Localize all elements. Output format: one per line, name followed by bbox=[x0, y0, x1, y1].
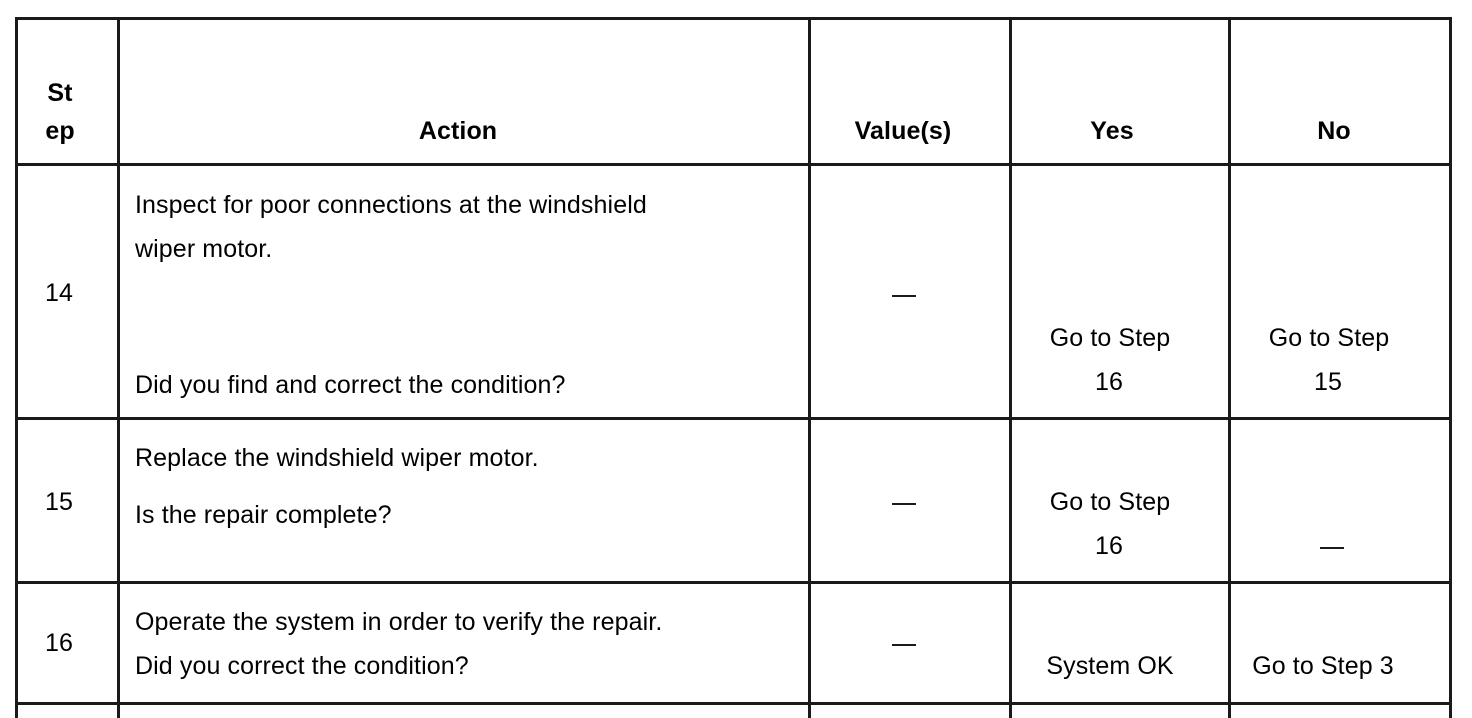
header-yes: Yes bbox=[1090, 117, 1134, 145]
step-number: 15 bbox=[44, 488, 74, 516]
yes-result-line1: Go to Step bbox=[1049, 488, 1171, 516]
yes-result-line2: 16 bbox=[1094, 368, 1124, 396]
step-number: 14 bbox=[44, 279, 74, 307]
table-top-border bbox=[15, 17, 1452, 20]
yes-result-line2: 16 bbox=[1094, 532, 1124, 560]
value-dash bbox=[892, 295, 916, 297]
action-text-line1: Operate the system in order to verify the repair. bbox=[135, 608, 663, 636]
column-divider-yes-no bbox=[1228, 17, 1231, 718]
step-number: 16 bbox=[44, 629, 74, 657]
yes-result-line1: Go to Step bbox=[1049, 324, 1171, 352]
column-divider-action-value bbox=[808, 17, 811, 718]
table-left-border bbox=[15, 17, 18, 718]
no-result: Go to Step 3 bbox=[1252, 652, 1394, 680]
no-result-line2: 15 bbox=[1313, 368, 1343, 396]
table-right-border bbox=[1449, 17, 1452, 718]
row-14-bottom-border bbox=[15, 417, 1452, 420]
action-question: Did you find and correct the condition? bbox=[135, 371, 566, 399]
column-divider-step-action bbox=[117, 17, 120, 718]
header-no: No bbox=[1317, 117, 1351, 145]
header-step-line2: ep bbox=[45, 117, 75, 145]
action-text-line1: Inspect for poor connections at the windshield bbox=[135, 191, 647, 219]
action-question: Did you correct the condition? bbox=[135, 652, 469, 680]
header-values: Value(s) bbox=[854, 117, 952, 145]
no-result-line1: Go to Step bbox=[1268, 324, 1390, 352]
header-step-line1: St bbox=[47, 79, 73, 107]
yes-result: System OK bbox=[1046, 652, 1174, 680]
row-16-bottom-border bbox=[15, 702, 1452, 705]
value-dash bbox=[892, 503, 916, 505]
action-text-line1: Replace the windshield wiper motor. bbox=[135, 444, 539, 472]
action-text-line2: wiper motor. bbox=[135, 235, 273, 263]
action-question: Is the repair complete? bbox=[135, 501, 392, 529]
row-15-bottom-border bbox=[15, 581, 1452, 584]
column-divider-value-yes bbox=[1009, 17, 1012, 718]
value-dash bbox=[892, 644, 916, 646]
header-action: Action bbox=[418, 117, 498, 145]
header-bottom-border bbox=[15, 163, 1452, 166]
no-result-dash bbox=[1320, 547, 1344, 549]
